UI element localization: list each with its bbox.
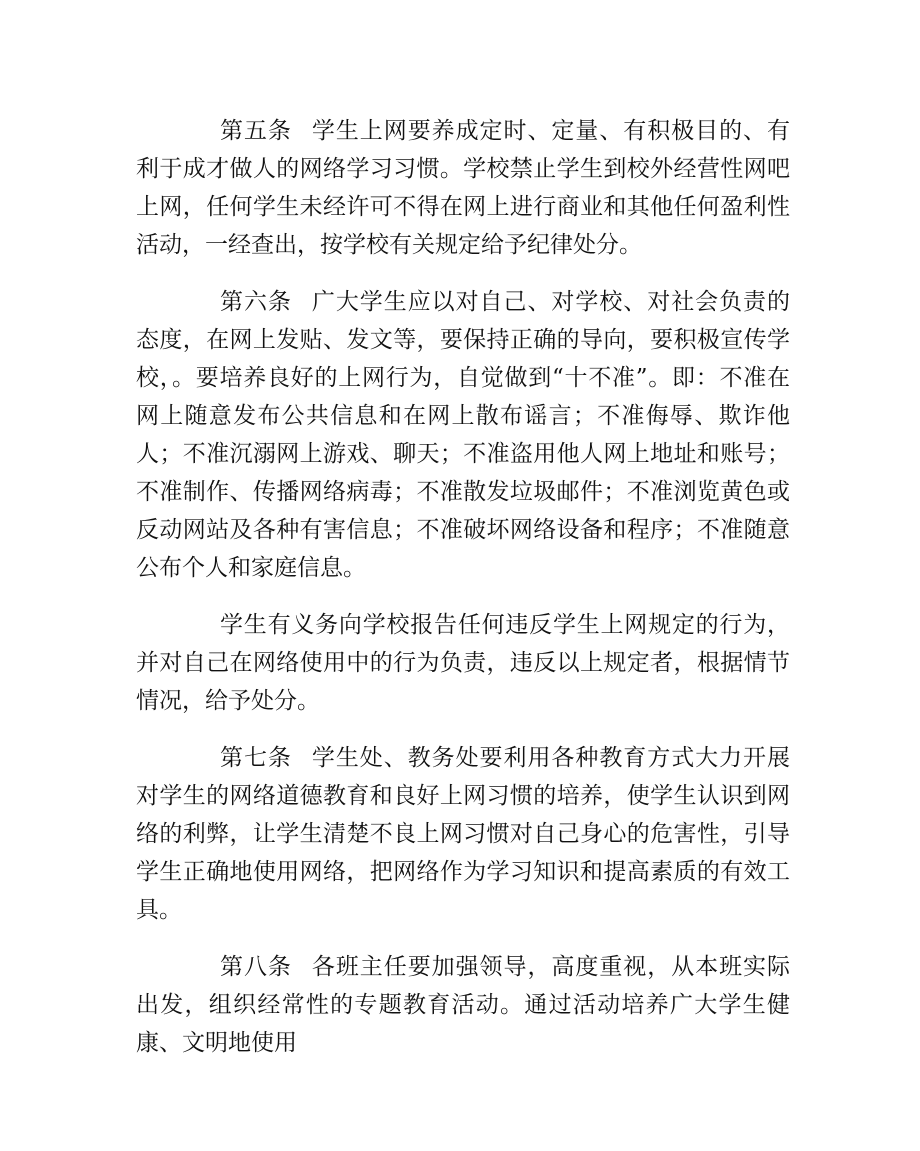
- article-number: 第七条: [220, 745, 292, 771]
- paragraph-text: 学生处、教务处要利用各种教育方式大力开展对学生的网络道德教育和良好上网习惯的培养，使学生认识到网络的利弊，让学生清楚不良上网习惯对自己身心的危害性，引导学生正确地使用网络，把网络作为学习知识和提高素质的有效工具。: [136, 745, 791, 923]
- article-number: 第八条: [220, 954, 292, 980]
- paragraph-text: 学生有义务向学校报告任何违反学生上网规定的行为，并对自己在网络使用中的行为负责，违反以上规定者，根据情节情况，给予处分。: [136, 612, 790, 714]
- paragraph-article-5: [136, 112, 790, 264]
- paragraph-article-6: [136, 283, 790, 587]
- paragraph-text: 各班主任要加强领导，高度重视，从本班实际出发，组织经常性的专题教育活动。通过活动培养广大学生健康、文明地使用: [136, 954, 791, 1056]
- paragraph-text: 学生上网要养成定时、定量、有积极目的、有利于成才做人的网络学习习惯。学校禁止学生到校外经营性网吧上网，任何学生未经许可不得在网上进行商业和其他任何盈利性活动，一经查出，按学校有关规定给予纪律处分。: [136, 118, 791, 258]
- article-number: 第五条: [220, 118, 292, 144]
- paragraph-text: 广大学生应以对自己、对学校、对社会负责的态度，在网上发贴、发文等，要保持正确的导向，要积极宣传学校，。要培养良好的上网行为，自觉做到“十不准”。即：不准在网上随意发布公共信息和在网上散布谣言；不准侮辱、欺诈他人；不准沉溺网上游戏、聊天；不准盗用他人网上地址和账号；不准制作、传播网络病毒；不准散发垃圾邮件；不准浏览黄色或反动网站及各种有害信息；不准破坏网络设备和程序；不准随意公布个人和家庭信息。: [136, 289, 791, 581]
- document-page: [136, 112, 790, 1081]
- paragraph-article-7: [136, 739, 790, 929]
- paragraph-reporting-duty: [136, 606, 790, 720]
- article-number: 第六条: [220, 289, 292, 315]
- paragraph-article-8: [136, 948, 790, 1062]
